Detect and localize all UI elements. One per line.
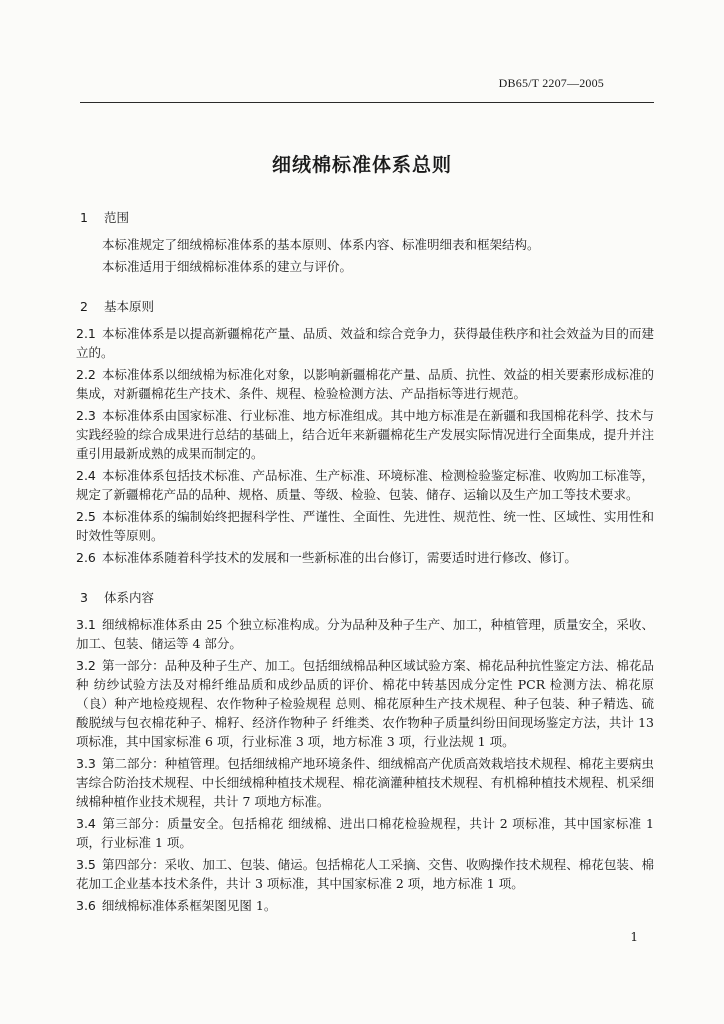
clause-number: 2.4	[76, 468, 96, 483]
standard-number: DB65/T 2207—2005	[498, 76, 604, 90]
clause-number: 3.6	[76, 898, 96, 913]
clause-3-3	[76, 754, 654, 811]
clause-2-2	[76, 365, 654, 403]
section-heading-2	[76, 297, 654, 316]
clause-number: 3.3	[76, 756, 96, 771]
clause-text: 第三部分：质量安全。包括棉花 细绒棉、进出口棉花检验规程，共计 2 项标准，其中国家标准 1 项，行业标准 1 项。	[76, 816, 654, 850]
scope-paragraph-1: 本标准规定了细绒棉标准体系的基本原则、体系内容、标准明细表和框架结构。	[102, 237, 540, 252]
clause-2-3	[76, 406, 654, 463]
clause-text: 本标准体系的编制始终把握科学性、严谨性、全面性、先进性、规范性、统一性、区域性、实用性和时效性等原则。	[76, 509, 654, 543]
section-title: 基本原则	[104, 299, 155, 314]
clause-number: 2.2	[76, 367, 96, 382]
section-heading-1	[76, 208, 654, 227]
clause-text: 第一部分：品种及种子生产、加工。包括细绒棉品种区域试验方案、棉花品种抗性鉴定方法、棉花品种 纺纱试验方法及对棉纤维品质和成纱品质的评价、棉花中转基因成分定性 PCR 检测方法、棉花原（良）种产地检疫规程、农作物种子检验规程 总则、棉花原种生产技术规程、种子包装、种子精选、硫酸脱绒与包衣棉花种子、棉籽、经济作物种子 纤维类、农作物种子质量纠纷田间现场鉴定方法，共计 13 项标准，其中国家标准 6 项，行业标准 3 项，地方标准 3 项，行业法规 1 项。	[76, 658, 654, 749]
section-number: 3	[80, 590, 88, 605]
clause-3-4	[76, 814, 654, 852]
clause-number: 3.5	[76, 857, 96, 872]
clause-number: 2.1	[76, 326, 96, 341]
document-title: 细绒棉标准体系总则	[271, 154, 452, 176]
clause-text: 细绒棉标准体系由 25 个独立标准构成。分为品种及种子生产、加工，种植管理，质量安全，采收、加工、包装、储运等 4 部分。	[76, 617, 654, 651]
clause-3-6	[76, 896, 654, 915]
clause-text: 第四部分：采收、加工、包装、储运。包括棉花人工采摘、交售、收购操作技术规程、棉花包装、棉花加工企业基本技术条件，共计 3 项标准，其中国家标准 2 项，地方标准 1 项。	[76, 857, 654, 891]
clause-2-5	[76, 507, 654, 545]
clause-2-6	[76, 548, 654, 567]
section-title: 范围	[104, 210, 130, 225]
clause-text: 本标准体系是以提高新疆棉花产量、品质、效益和综合竞争力，获得最佳秩序和社会效益为目的而建立的。	[76, 326, 654, 360]
clause-number: 3.4	[76, 816, 96, 831]
scope-paragraph-2: 本标准适用于细绒棉标准体系的建立与评价。	[102, 259, 353, 274]
clause-3-1	[76, 615, 654, 653]
section-number: 1	[80, 210, 88, 225]
clause-2-4	[76, 466, 654, 504]
clause-3-2	[76, 656, 654, 751]
clause-number: 3.1	[76, 617, 96, 632]
clause-3-5	[76, 855, 654, 893]
header-rule	[80, 102, 654, 103]
clause-number: 2.6	[76, 550, 96, 565]
page-number: 1	[630, 930, 638, 944]
clause-number: 2.3	[76, 408, 96, 423]
clause-number: 3.2	[76, 658, 96, 673]
document-body	[76, 200, 654, 918]
section-title: 体系内容	[104, 590, 155, 605]
clause-number: 2.5	[76, 509, 96, 524]
clause-text: 第二部分：种植管理。包括细绒棉产地环境条件、细绒棉高产优质高效栽培技术规程、棉花主要病虫害综合防治技术规程、中长细绒棉种植技术规程、棉花滴灌种植技术规程、有机棉种植技术规程、机采细绒棉种植作业技术规程，共计 7 项地方标准。	[76, 756, 654, 809]
clause-text: 本标准体系随着科学技术的发展和一些新标准的出台修订，需要适时进行修改、修订。	[101, 550, 577, 565]
section-heading-3	[76, 588, 654, 607]
clause-text: 本标准体系包括技术标准、产品标准、生产标准、环境标准、检测检验鉴定标准、收购加工标准等，规定了新疆棉花产品的品种、规格、质量、等级、检验、包装、储存、运输以及生产加工等技术要求。	[76, 468, 654, 502]
clause-2-1	[76, 324, 654, 362]
clause-text: 本标准体系以细绒棉为标准化对象，以影响新疆棉花产量、品质、抗性、效益的相关要素形成标准的集成，对新疆棉花生产技术、条件、规程、检验检测方法、产品指标等进行规范。	[76, 367, 654, 401]
section-number: 2	[80, 299, 88, 314]
clause-text: 本标准体系由国家标准、行业标准、地方标准组成。其中地方标准是在新疆和我国棉花科学、技术与实践经验的综合成果进行总结的基础上，结合近年来新疆棉花生产发展实际情况进行全面集成，提升并注重引用最新成熟的成果而制定的。	[76, 408, 654, 461]
clause-text: 细绒棉标准体系框架图见图 1。	[101, 898, 277, 913]
